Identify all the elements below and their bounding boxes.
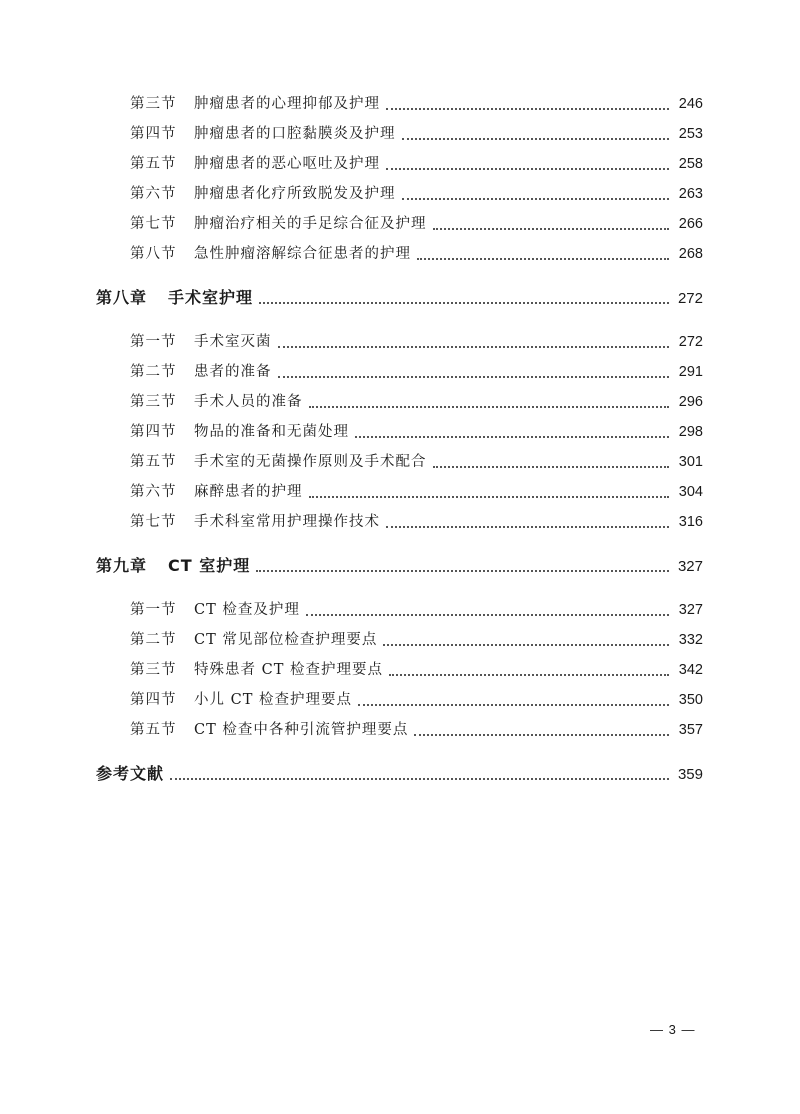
entry-page-number: 327 bbox=[678, 602, 703, 618]
toc-section-entry[interactable] bbox=[130, 242, 703, 266]
entry-number: 第六节 bbox=[130, 484, 177, 500]
entry-page-number: 332 bbox=[678, 632, 703, 648]
entry-page-number: 266 bbox=[678, 216, 703, 232]
entry-number: 第四节 bbox=[130, 126, 177, 142]
entry-page-number: 304 bbox=[678, 484, 703, 500]
entry-number: 第八章 bbox=[96, 288, 148, 307]
toc-section-entry[interactable] bbox=[130, 510, 703, 534]
dot-leader bbox=[417, 258, 669, 260]
dot-leader bbox=[433, 228, 670, 230]
entry-title: 特殊患者 CT 检查护理要点 bbox=[194, 662, 383, 678]
entry-number: 第五节 bbox=[130, 454, 177, 470]
dot-leader bbox=[256, 570, 669, 572]
entry-title: 患者的准备 bbox=[194, 364, 272, 380]
toc-section-entry[interactable] bbox=[130, 420, 703, 444]
toc-section-entry[interactable] bbox=[130, 212, 703, 236]
entry-page-number: 350 bbox=[678, 692, 703, 708]
entry-title: CT 检查中各种引流管护理要点 bbox=[194, 722, 409, 738]
entry-number: 第三节 bbox=[130, 662, 177, 678]
entry-title: 肿瘤患者的口腔黏膜炎及护理 bbox=[194, 126, 396, 142]
entry-title: 小儿 CT 检查护理要点 bbox=[194, 692, 352, 708]
entry-title: 肿瘤治疗相关的手足综合征及护理 bbox=[194, 216, 427, 232]
dot-leader bbox=[386, 168, 669, 170]
entry-title: 物品的准备和无菌处理 bbox=[194, 424, 349, 440]
toc-section-entry[interactable] bbox=[130, 718, 703, 742]
entry-number: 第五节 bbox=[130, 722, 177, 738]
toc-section-entry[interactable] bbox=[130, 480, 703, 504]
entry-page-number: 268 bbox=[678, 246, 703, 262]
toc-section-entry[interactable] bbox=[130, 92, 703, 116]
entry-page-number: 272 bbox=[678, 334, 703, 350]
entry-page-number: 246 bbox=[678, 96, 703, 112]
toc-chapter-entry[interactable] bbox=[96, 762, 703, 786]
dot-leader bbox=[309, 496, 670, 498]
entry-title: CT 室护理 bbox=[168, 556, 251, 575]
dot-leader bbox=[306, 614, 669, 616]
dot-leader bbox=[278, 346, 670, 348]
dot-leader bbox=[278, 376, 670, 378]
entry-title: 肿瘤患者的恶心呕吐及护理 bbox=[194, 156, 380, 172]
entry-page-number: 298 bbox=[678, 424, 703, 440]
dot-leader bbox=[386, 526, 669, 528]
entry-title: 急性肿瘤溶解综合征患者的护理 bbox=[194, 246, 411, 262]
toc-section-entry[interactable] bbox=[130, 658, 703, 682]
entry-number: 第八节 bbox=[130, 246, 177, 262]
entry-title: 手术室的无菌操作原则及手术配合 bbox=[194, 454, 427, 470]
entry-page-number: 301 bbox=[678, 454, 703, 470]
entry-number: 第四节 bbox=[130, 424, 177, 440]
entry-page-number: 296 bbox=[678, 394, 703, 410]
dot-leader bbox=[309, 406, 670, 408]
entry-number: 第七节 bbox=[130, 514, 177, 530]
toc-section-entry[interactable] bbox=[130, 152, 703, 176]
entry-number: 第九章 bbox=[96, 556, 148, 575]
toc-section-entry[interactable] bbox=[130, 598, 703, 622]
dot-leader bbox=[355, 436, 669, 438]
entry-title: 参考文献 bbox=[96, 764, 165, 783]
entry-title: 手术室灭菌 bbox=[194, 334, 272, 350]
entry-number: 第六节 bbox=[130, 186, 177, 202]
dot-leader bbox=[358, 704, 669, 706]
entry-page-number: 316 bbox=[678, 514, 703, 530]
entry-title: 麻醉患者的护理 bbox=[194, 484, 303, 500]
entry-page-number: 258 bbox=[678, 156, 703, 172]
entry-title: CT 常见部位检查护理要点 bbox=[194, 632, 378, 648]
entry-page-number: 342 bbox=[678, 662, 703, 678]
entry-number: 第三节 bbox=[130, 394, 177, 410]
dot-leader bbox=[386, 108, 669, 110]
entry-page-number: 272 bbox=[677, 290, 703, 307]
dot-leader bbox=[402, 138, 670, 140]
entry-number: 第一节 bbox=[130, 602, 177, 618]
toc-section-entry[interactable] bbox=[130, 122, 703, 146]
dot-leader bbox=[383, 644, 669, 646]
entry-title: 肿瘤患者化疗所致脱发及护理 bbox=[194, 186, 396, 202]
entry-number: 第二节 bbox=[130, 632, 177, 648]
entry-title: 手术人员的准备 bbox=[194, 394, 303, 410]
entry-page-number: 359 bbox=[677, 766, 703, 783]
entry-title: 手术科室常用护理操作技术 bbox=[194, 514, 380, 530]
entry-page-number: 357 bbox=[678, 722, 703, 738]
toc-section-entry[interactable] bbox=[130, 390, 703, 414]
entry-title: CT 检查及护理 bbox=[194, 602, 300, 618]
dot-leader bbox=[414, 734, 669, 736]
toc-section-entry[interactable] bbox=[130, 330, 703, 354]
dot-leader bbox=[259, 302, 669, 304]
page-number-footer: — 3 — bbox=[650, 1022, 696, 1037]
entry-title: 手术室护理 bbox=[168, 288, 254, 307]
dot-leader bbox=[170, 778, 669, 780]
toc-section-entry[interactable] bbox=[130, 450, 703, 474]
toc-chapter-entry[interactable] bbox=[96, 554, 703, 578]
dot-leader bbox=[433, 466, 670, 468]
toc-section-entry[interactable] bbox=[130, 182, 703, 206]
entry-number: 第七节 bbox=[130, 216, 177, 232]
entry-number: 第一节 bbox=[130, 334, 177, 350]
entry-page-number: 327 bbox=[677, 558, 703, 575]
entry-number: 第二节 bbox=[130, 364, 177, 380]
entry-number: 第四节 bbox=[130, 692, 177, 708]
toc-section-entry[interactable] bbox=[130, 628, 703, 652]
entry-page-number: 263 bbox=[678, 186, 703, 202]
toc-section-entry[interactable] bbox=[130, 688, 703, 712]
toc-chapter-entry[interactable] bbox=[96, 286, 703, 310]
entry-number: 第五节 bbox=[130, 156, 177, 172]
entry-title: 肿瘤患者的心理抑郁及护理 bbox=[194, 96, 380, 112]
entry-page-number: 253 bbox=[678, 126, 703, 142]
dot-leader bbox=[402, 198, 670, 200]
dot-leader bbox=[389, 674, 669, 676]
entry-page-number: 291 bbox=[678, 364, 703, 380]
toc-section-entry[interactable] bbox=[130, 360, 703, 384]
entry-number: 第三节 bbox=[130, 96, 177, 112]
